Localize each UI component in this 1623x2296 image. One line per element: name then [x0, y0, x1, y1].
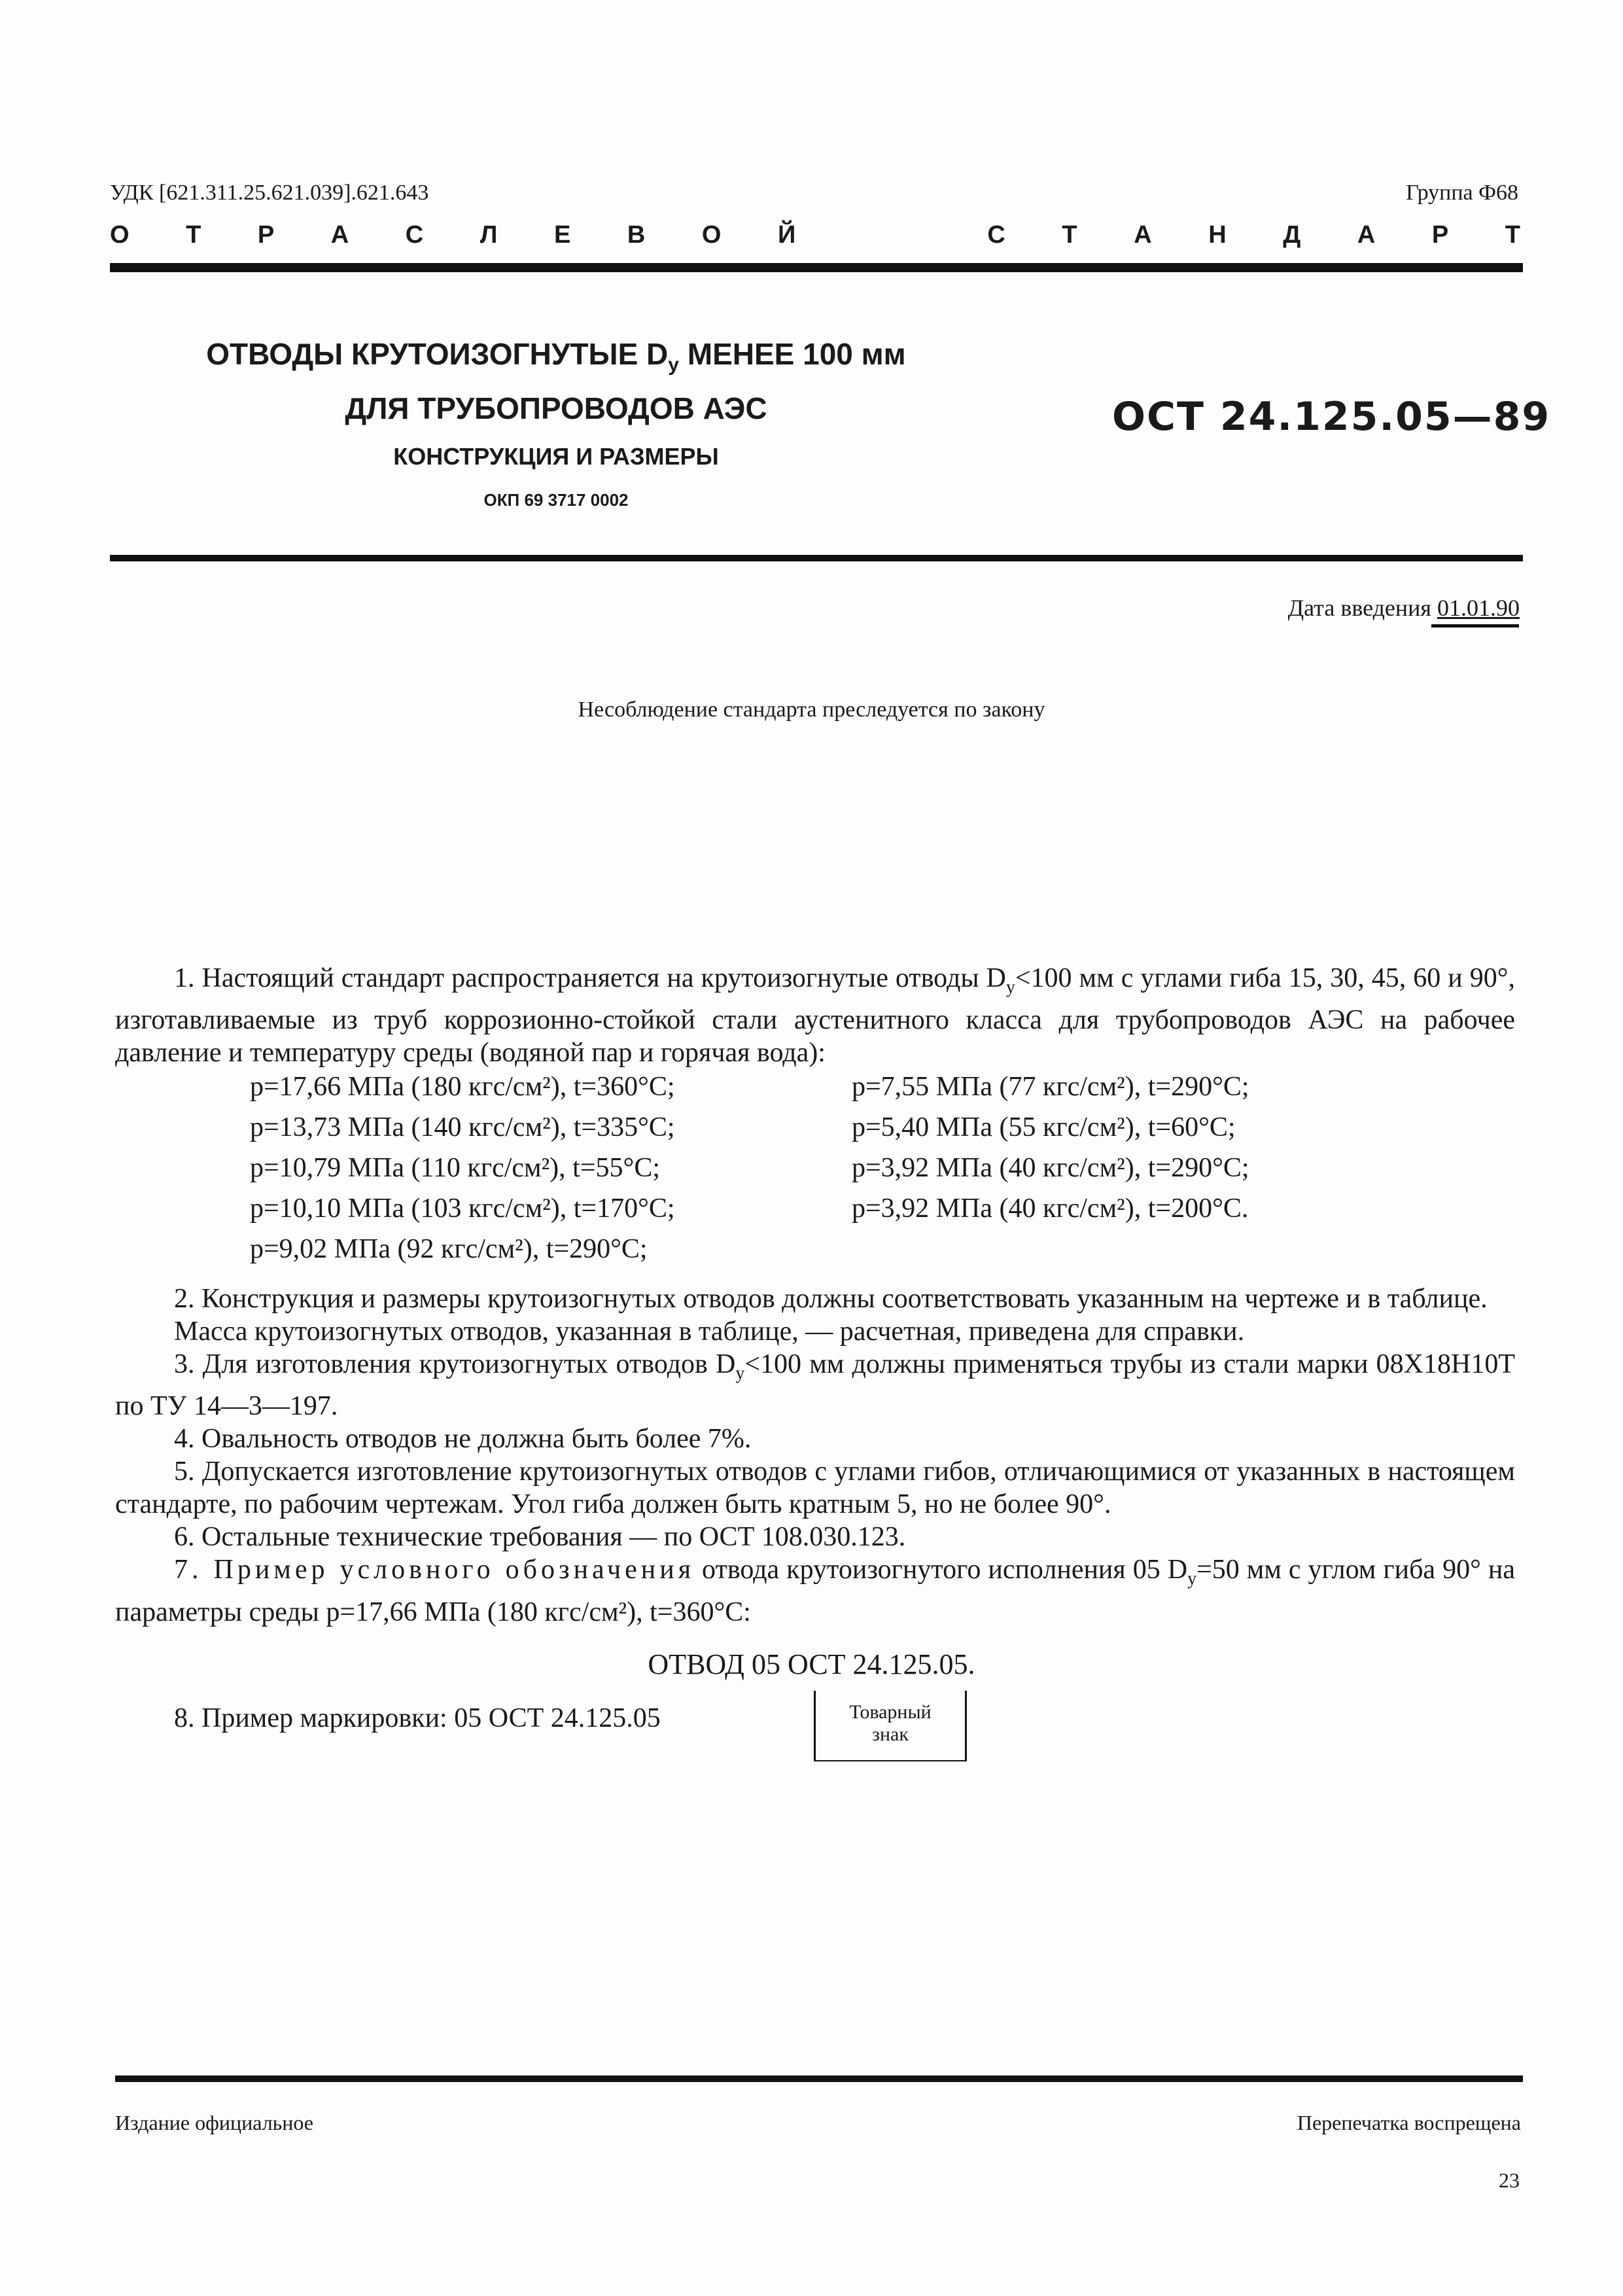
trademark-line-2: знак [872, 1723, 909, 1745]
footer-rule [115, 2075, 1523, 2082]
banner-letter: Т [186, 221, 201, 249]
footer-reprint-notice: Перепечатка воспрещена [1297, 2111, 1521, 2134]
banner-letter: Р [257, 221, 275, 249]
param-item: p=5,40 МПа (55 кгс/см²), t=60°C; [852, 1112, 1236, 1142]
paragraph-2: 2. Конструкция и размеры крутоизогнутых отводов должны соответствовать указанным на чертеже и в таблице. [174, 1284, 1488, 1314]
param-item: p=3,92 МПа (40 кгс/см²), t=290°C; [852, 1153, 1249, 1183]
standard-banner [110, 221, 1520, 249]
paragraph-7: 7. Пример условного обозначения отвода крутоизогнутого исполнения 05 $D_у=50$ мм с углом гиба 90° на параметры среды p=17,66 МПа (180 кгс/см²), t=360°С: [115, 1555, 1515, 1627]
title-subtitle: КОНСТРУКЦИЯ И РАЗМЕРЫ [393, 443, 719, 470]
introduction-date [1288, 594, 1520, 622]
trademark-box [814, 1691, 967, 1761]
banner-letter: С [987, 221, 1005, 249]
banner-letter: Е [554, 221, 571, 249]
banner-letter: Т [1062, 221, 1077, 249]
banner-letter: О [701, 221, 722, 249]
banner-letter: Н [1208, 221, 1227, 249]
date-underline [1431, 624, 1519, 627]
param-item: p=9,02 МПа (92 кгс/см²), t=290°C; [250, 1234, 648, 1264]
parameters-list [250, 1070, 1480, 1265]
law-notice: Несоблюдение стандарта преследуется по закону [578, 698, 1045, 722]
param-item: p=7,55 МПа (77 кгс/см²), t=290°C; [852, 1072, 1249, 1102]
param-item: p=3,92 МПа (40 кгс/см²), t=200°C. [852, 1193, 1249, 1224]
banner-letter: Р [1431, 221, 1449, 249]
date-value: 01.01.90 [1437, 595, 1520, 621]
param-item: p=17,66 МПа (180 кгс/см²), t=360°C; [250, 1072, 675, 1102]
banner-letter: Т [1505, 221, 1520, 249]
paragraph-3: 3. Для изготовления крутоизогнутых отводов $D_у<100$ мм должны применяться трубы из стали марки 08Х18Н10Т по ТУ 14—3—197. [115, 1349, 1515, 1422]
document-title [131, 332, 981, 510]
paragraph-4: 4. Овальность отводов не должна быть более 7%. [174, 1424, 752, 1455]
title-rule [110, 555, 1523, 561]
udk-code: УДК [621.311.25.621.039].621.643 [110, 181, 429, 205]
paragraph-8: 8. Пример маркировки: 05 ОСТ 24.125.05 [174, 1703, 661, 1733]
banner-letter: А [1357, 221, 1376, 249]
date-label: Дата введения [1287, 595, 1431, 621]
title-line-1: ОТВОДЫ КРУТОИЗОГНУТЫЕ $D_у$ МЕНЕЕ 100 мм [206, 337, 906, 376]
param-item [852, 1233, 1480, 1265]
banner-gap [852, 221, 931, 249]
banner-letter: В [627, 221, 646, 249]
banner-letter: А [330, 221, 349, 249]
param-item: p=13,73 МПа (140 кгс/см²), t=335°C; [250, 1112, 675, 1142]
group-code: Группа Ф68 [1406, 181, 1518, 205]
paragraph-6: 6. Остальные технические требования — по ОСТ 108.030.123. [174, 1522, 906, 1553]
banner-letter: А [1134, 221, 1152, 249]
paragraph-5: 5. Допускается изготовление крутоизогнутых отводов с углами гибов, отличающимися от указанных в настоящем стандарте, по рабочим чертежам. Угол гиба должен быть кратным 5, но не более 90°. [115, 1457, 1515, 1520]
banner-letter: О [110, 221, 130, 249]
param-item: p=10,79 МПа (110 кгс/см²), t=55°C; [250, 1153, 661, 1183]
designation-example: ОТВОД 05 ОСТ 24.125.05. [648, 1648, 975, 1680]
paragraph-1: 1. Настоящий стандарт распространяется на крутоизогнутые отводы $D_у<100$ мм с углами гиба 15, 30, 45, 60 и 90°, изготавливаемые из труб коррозионно-стойкой стали аустенитного класса для трубопроводов АЭС на рабочее давление и температуру среды (водяной пар и горячая вода): [115, 963, 1515, 1069]
banner-letter: Д [1283, 221, 1301, 249]
param-item: p=10,10 МПа (103 кгс/см²), t=170°C; [250, 1193, 675, 1224]
banner-letter: С [405, 221, 424, 249]
okp-code: ОКП 69 3717 0002 [483, 490, 629, 510]
banner-letter: Й [778, 221, 796, 249]
footer-edition: Издание официальное [115, 2111, 313, 2134]
paragraph-2b: Масса крутоизогнутых отводов, указанная в таблице, — расчетная, приведена для справки. [174, 1316, 1245, 1347]
header-rule [110, 263, 1523, 272]
standard-number: ОСТ 24.125.05—89 [1112, 394, 1551, 440]
trademark-line-1: Товарный [849, 1701, 932, 1723]
banner-letter: Л [480, 221, 498, 249]
paragraphs-2-7 [115, 1282, 1515, 1629]
title-line-2: ДЛЯ ТРУБОПРОВОДОВ АЭС [345, 391, 767, 426]
page-number: 23 [1499, 2168, 1520, 2192]
